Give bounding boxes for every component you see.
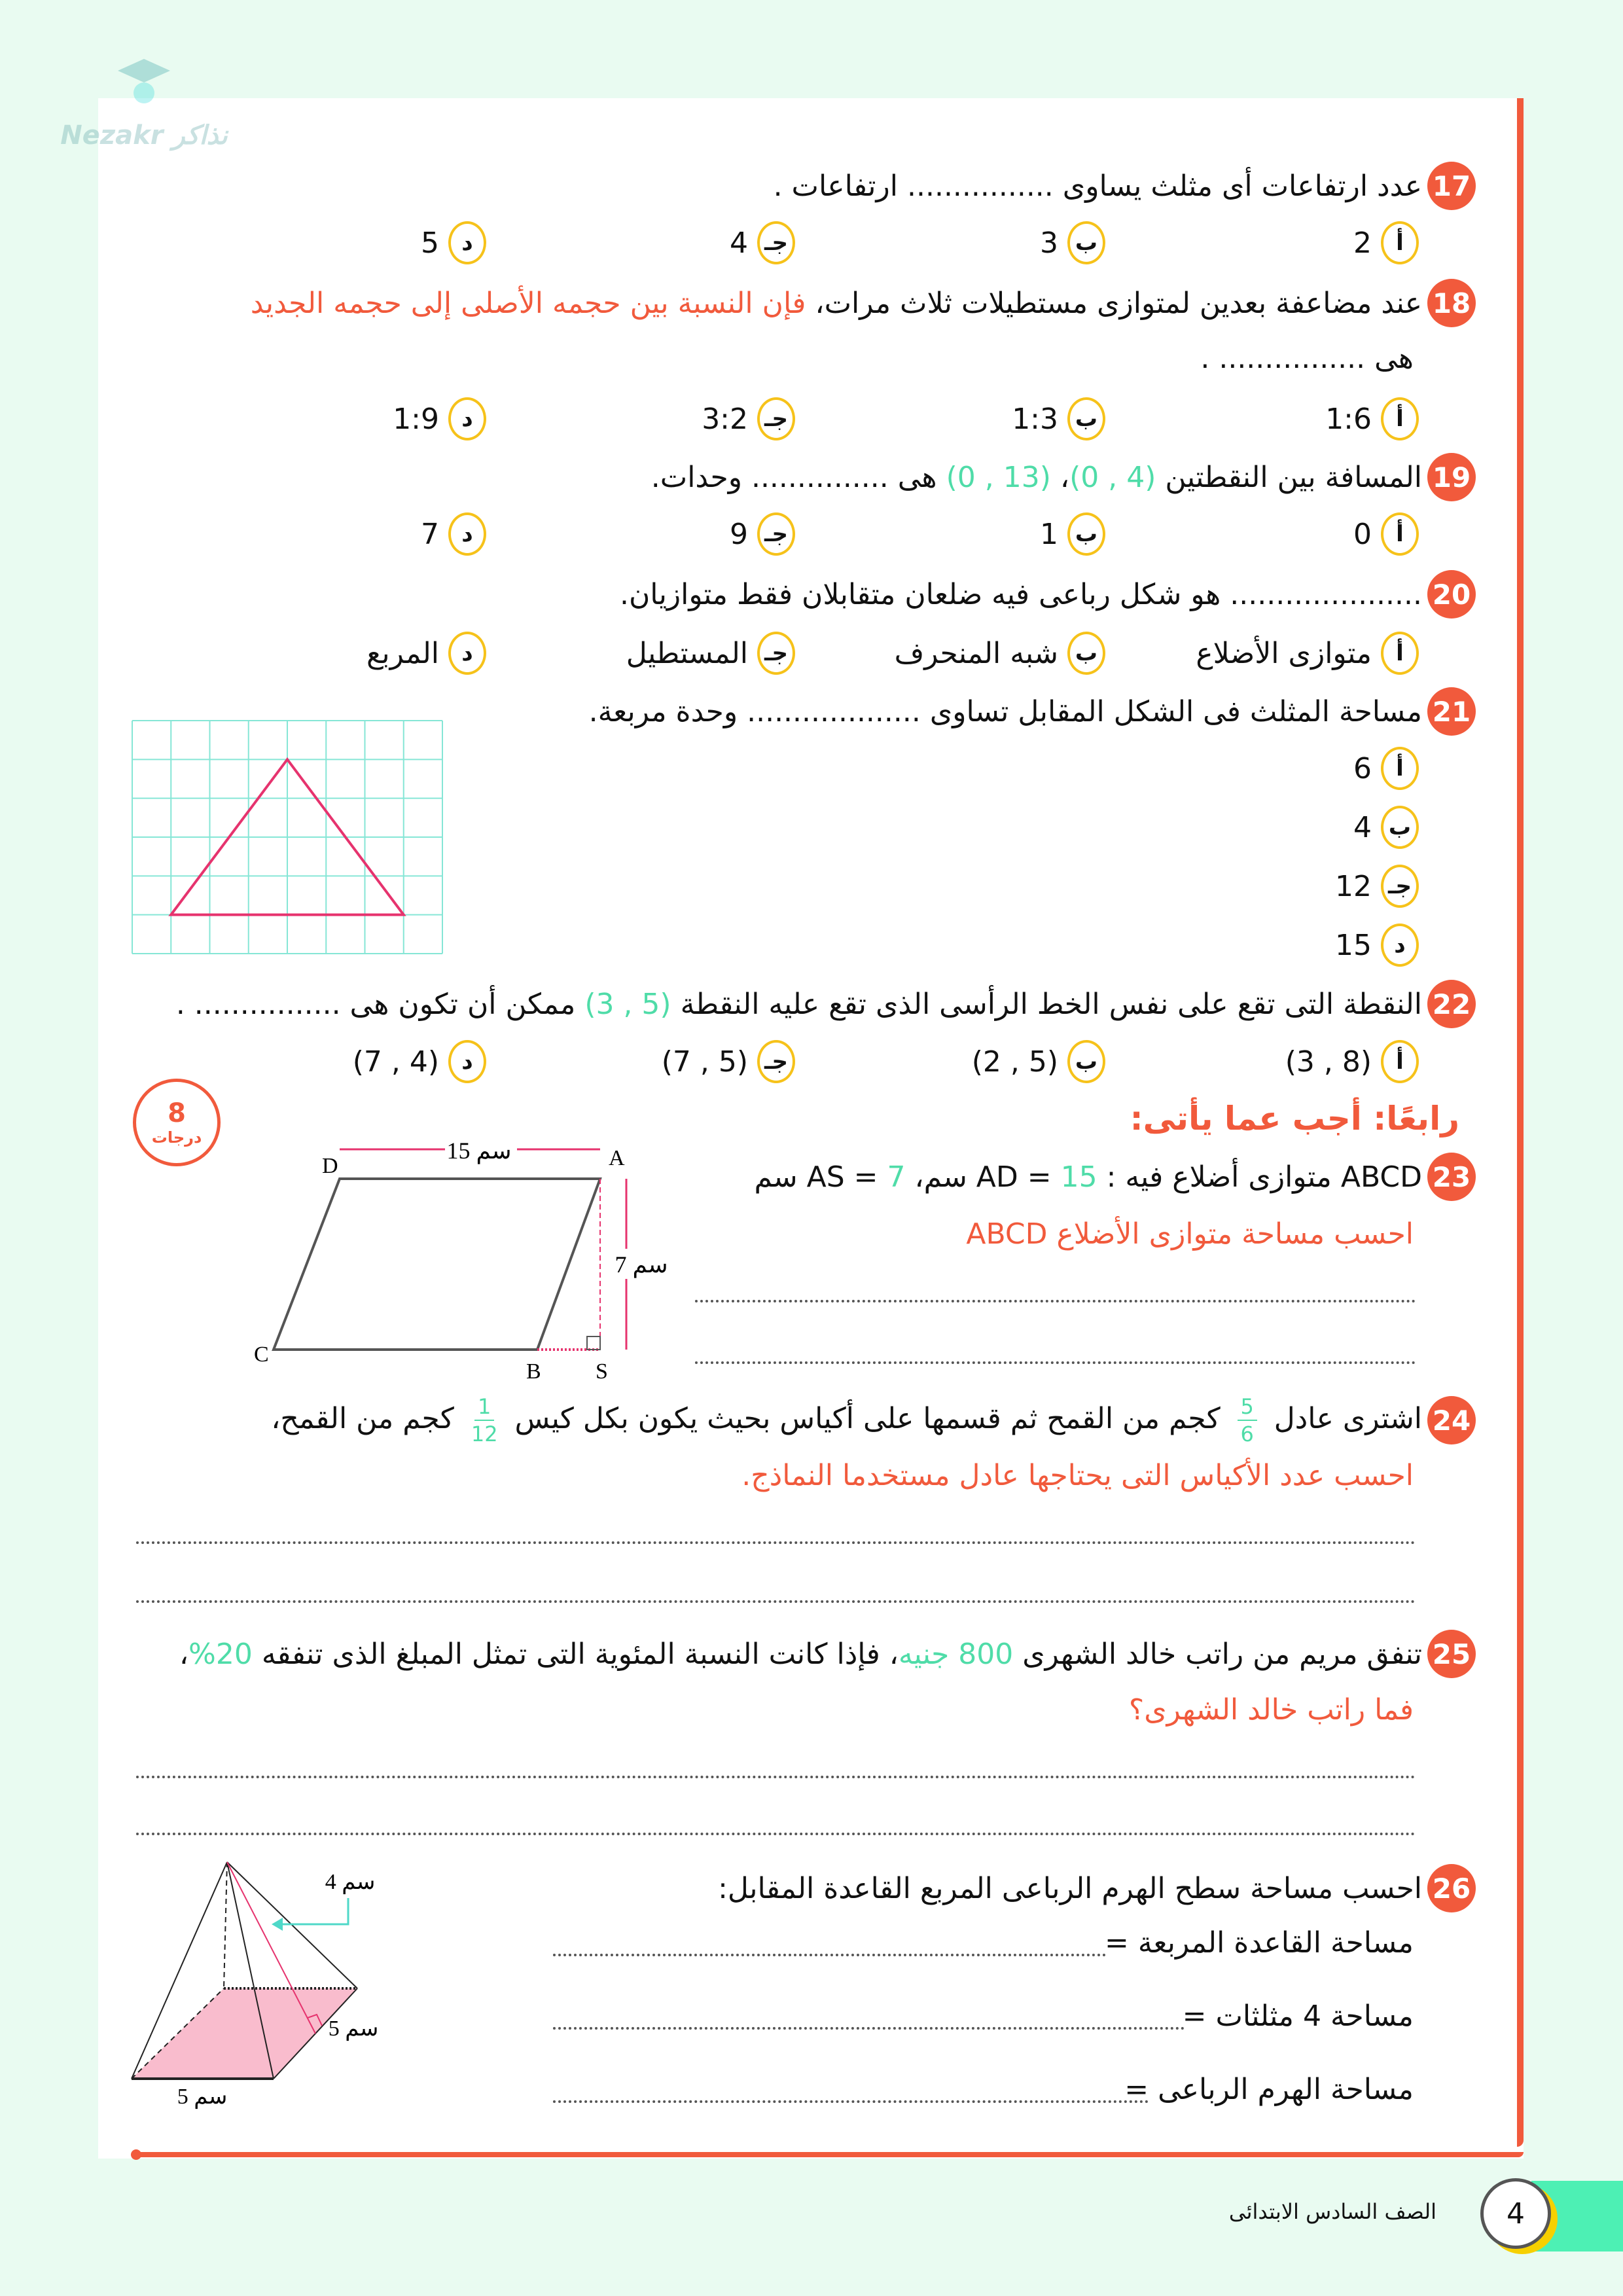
option-د[interactable] [421, 221, 486, 264]
option-letter-circle[interactable]: أ [1381, 632, 1419, 675]
arrow-icon [278, 1898, 348, 1924]
question-24 [271, 1396, 1476, 1444]
option-text[interactable]: 0 [1353, 517, 1372, 551]
fraction-bar [474, 1420, 494, 1421]
question-text-segment: 20% [188, 1637, 253, 1671]
question-text-segment: ، [1050, 460, 1070, 494]
label-top-length: 15 سم [446, 1139, 512, 1164]
question-number-badge: 25 [1427, 1630, 1476, 1678]
question-text [176, 988, 1422, 1021]
question-text [718, 1872, 1422, 1905]
question-text [179, 1638, 1422, 1671]
option-جـ[interactable] [702, 397, 795, 440]
option-جـ[interactable] [1335, 865, 1419, 908]
question-text-segment: النقطة التى تقع على نفس الخط الرأسى الذى تقع عليه النقطة [671, 987, 1422, 1021]
option-ب[interactable] [1012, 397, 1105, 440]
question-text-segment: ، فإذا كانت النسبة المئوية التى تمثل المبلغ الذى تنفقه [252, 1637, 899, 1671]
option-text[interactable]: 5 [421, 226, 439, 260]
question-text-segment: المسافة بين النقطتين [1156, 460, 1422, 494]
option-جـ[interactable] [730, 221, 795, 264]
vertex-c: C [254, 1342, 269, 1367]
logo-text: Nezakr نذاكر [60, 120, 228, 151]
question-26 [718, 1864, 1476, 1912]
question-text-segment: عدد ارتفاعات أى مثلث يساوى ................ ارتفاعات . [773, 169, 1422, 203]
question-text [251, 287, 1422, 320]
page-border-right [1517, 98, 1524, 2147]
question-number-badge: 19 [1427, 453, 1476, 501]
option-text[interactable]: 7 [421, 517, 439, 551]
label-base: 5 سم [177, 2085, 228, 2109]
border-end-dot [131, 2149, 141, 2160]
option-ب[interactable] [895, 632, 1105, 675]
question-number-badge: 23 [1427, 1153, 1476, 1201]
vertex-d: D [322, 1154, 338, 1178]
option-د[interactable] [353, 1040, 486, 1083]
question-number-badge: 26 [1427, 1864, 1476, 1912]
option-letter-circle[interactable]: د [1381, 924, 1419, 967]
option-letter-circle[interactable]: أ [1381, 747, 1419, 790]
option-letter-circle[interactable]: ب [1067, 512, 1105, 556]
fraction [1238, 1396, 1257, 1444]
option-letter-circle[interactable]: أ [1381, 1040, 1419, 1083]
logo [52, 52, 236, 183]
pyramid-figure [131, 1852, 406, 2127]
option-letter-circle[interactable]: جـ [757, 1040, 795, 1083]
option-letter-circle[interactable]: جـ [757, 221, 795, 264]
option-أ[interactable] [1353, 512, 1419, 556]
answer-line[interactable] [136, 1541, 1416, 1544]
answer-prompt: مساحة القاعدة المربعة = [1105, 1926, 1414, 1960]
option-text[interactable]: 3 [1040, 226, 1058, 260]
answer-line[interactable] [136, 1833, 1416, 1835]
option-د[interactable] [1335, 924, 1419, 967]
option-ب[interactable] [972, 1040, 1105, 1083]
option-letter-circle[interactable]: جـ [757, 512, 795, 556]
option-text[interactable]: (7 , 5) [661, 1045, 748, 1079]
question-text-segment: ممكن أن تكون هى ................ . [175, 987, 585, 1021]
option-letter-circle[interactable]: جـ [1381, 865, 1419, 908]
option-د[interactable] [393, 397, 486, 440]
option-letter-circle[interactable]: د [448, 512, 486, 556]
question-text [620, 578, 1422, 611]
answer-line[interactable] [553, 1954, 1106, 1956]
question-19 [651, 453, 1476, 501]
question-text-segment: كجم من القمح، [271, 1402, 463, 1435]
question-number-badge: 17 [1427, 162, 1476, 210]
fraction-denominator: 12 [471, 1422, 498, 1446]
question-text-segment: كجم من القمح ثم قسمها على أكياس بحيث يكون بكل كيس [505, 1402, 1230, 1435]
option-جـ[interactable] [662, 1040, 795, 1083]
question-text-segment: عند مضاعفة بعدين لمتوازى مستطيلات ثلاث مرات، [806, 286, 1422, 320]
option-letter-circle[interactable]: د [448, 221, 486, 264]
option-letter-circle[interactable]: د [448, 397, 486, 440]
option-letter-circle[interactable]: ب [1067, 632, 1105, 675]
question-text-segment: ، [179, 1637, 189, 1671]
question-text-segment: 15 [1060, 1160, 1097, 1194]
fraction-numerator: 5 [1240, 1394, 1254, 1419]
option-text[interactable]: متوازى الأضلاع [1196, 636, 1372, 670]
question-22 [176, 980, 1476, 1028]
option-letter-circle[interactable]: ب [1381, 806, 1419, 849]
question-text [774, 170, 1422, 203]
answer-line[interactable] [695, 1361, 1416, 1364]
question-text-segment: اشترى عادل [1264, 1402, 1422, 1435]
option-text[interactable]: 6 [1353, 751, 1372, 785]
option-letter-circle[interactable]: د [448, 1040, 486, 1083]
option-text[interactable]: 9 [730, 517, 748, 551]
section-heading: رابعًا: أجب عما يأتى: [1130, 1100, 1459, 1138]
question-25 [179, 1630, 1476, 1678]
option-letter-circle[interactable]: أ [1381, 221, 1419, 264]
option-text[interactable]: شبه المنحرف [894, 636, 1058, 670]
question-number-badge: 22 [1427, 980, 1476, 1028]
problem-instruction: احسب عدد الأكياس التى يحتاجها عادل مستخدما النماذج. [741, 1459, 1414, 1492]
question-text-segment: 7 [887, 1160, 906, 1194]
label-slant: 4 سم [325, 1870, 376, 1894]
fraction-denominator: 6 [1240, 1422, 1254, 1446]
option-أ[interactable] [1325, 397, 1419, 440]
right-angle-mark [587, 1336, 600, 1350]
question-number-badge: 18 [1427, 279, 1476, 327]
option-text[interactable]: 1:6 [1325, 402, 1372, 436]
answer-line[interactable] [553, 2027, 1185, 2030]
option-ب[interactable] [1353, 806, 1419, 849]
question-20 [620, 570, 1476, 619]
parallelogram-figure [249, 1139, 707, 1388]
fraction-numerator: 1 [478, 1394, 491, 1419]
page-number [1480, 2178, 1551, 2249]
option-text[interactable]: (7 , 4) [352, 1045, 439, 1079]
fraction [471, 1396, 498, 1444]
option-text[interactable]: 4 [1353, 810, 1372, 844]
option-text[interactable]: 1:3 [1012, 402, 1058, 436]
option-text[interactable]: 12 [1335, 869, 1372, 903]
option-أ[interactable] [1353, 747, 1419, 790]
answer-line[interactable] [553, 2100, 1149, 2103]
question-text-segment: (3 , 5) [584, 987, 671, 1021]
option-text[interactable]: (3 , 8) [1285, 1045, 1372, 1079]
option-جـ[interactable] [626, 632, 795, 675]
option-أ[interactable] [1353, 221, 1419, 264]
option-letter-circle[interactable]: د [448, 632, 486, 675]
answer-line[interactable] [136, 1600, 1416, 1603]
option-د[interactable] [366, 632, 486, 675]
question-number-badge: 24 [1427, 1396, 1476, 1444]
question-text-segment: ABCD متوازى أضلاع فيه : AD = [976, 1160, 1422, 1194]
grade-label: الصف السادس الابتدائى [1228, 2199, 1436, 2224]
option-text[interactable]: 3:2 [702, 402, 748, 436]
question-text-segment: هى ............... وحدات. [651, 460, 946, 494]
graduation-cap-icon [105, 52, 183, 118]
question-text-segment: (0 , 4) [1069, 460, 1156, 494]
answer-line[interactable] [136, 1776, 1416, 1778]
option-text[interactable]: (2 , 5) [971, 1045, 1058, 1079]
option-text[interactable]: 4 [730, 226, 748, 260]
option-letter-circle[interactable]: ب [1067, 1040, 1105, 1083]
question-text-segment: فإن النسبة بين حجمه الأصلى إلى حجمه الجديد [250, 286, 806, 320]
question-text-segment: تنفق مريم من راتب خالد الشهرى [1013, 1637, 1422, 1671]
fraction-bar [1238, 1420, 1257, 1421]
option-أ[interactable] [1196, 632, 1419, 675]
vertex-a: A [609, 1146, 625, 1170]
question-text [754, 1160, 1422, 1194]
question-text [589, 695, 1422, 728]
option-letter-circle[interactable]: ب [1067, 397, 1105, 440]
option-text[interactable]: 1:9 [393, 402, 439, 436]
question-continuation: هى ................ . [1200, 342, 1414, 375]
question-text-segment: ..................... هو شكل رباعى فيه ضلعان متقابلان فقط متوازيان. [619, 577, 1422, 611]
question-17 [774, 162, 1476, 210]
label-height: 7 سم [615, 1251, 668, 1278]
option-letter-circle[interactable]: أ [1381, 397, 1419, 440]
option-text[interactable]: 15 [1335, 928, 1372, 962]
page-border-bottom [137, 2152, 1524, 2157]
problem-instruction: فما راتب خالد الشهرى؟ [1128, 1693, 1414, 1727]
question-text [271, 1396, 1422, 1444]
option-ب[interactable] [1040, 221, 1105, 264]
vertex-b: B [526, 1359, 541, 1384]
question-18 [251, 279, 1476, 327]
option-letter-circle[interactable]: جـ [757, 632, 795, 675]
option-جـ[interactable] [730, 512, 795, 556]
question-text-segment: سم [754, 1160, 807, 1194]
answer-prompt: مساحة 4 مثلثات = [1182, 2000, 1414, 2033]
question-text [651, 461, 1422, 494]
question-text-segment: احسب مساحة سطح الهرم الرباعى المربع القاعدة المقابل: [718, 1871, 1422, 1905]
option-د[interactable] [421, 512, 486, 556]
page-number-text: 4 [1507, 2197, 1525, 2231]
marks-badge [133, 1079, 221, 1166]
question-number-badge: 21 [1427, 687, 1476, 736]
marks-value: 8 [168, 1098, 186, 1128]
answer-prompt: مساحة الهرم الرباعى = [1124, 2073, 1414, 2106]
marks-label: درجات [151, 1128, 202, 1147]
triangle-grid-figure [132, 720, 443, 954]
question-text-segment: (0 , 13) [946, 460, 1051, 494]
parallelogram-shape [274, 1179, 600, 1350]
option-letter-circle[interactable]: أ [1381, 512, 1419, 556]
question-21 [589, 687, 1476, 736]
option-letter-circle[interactable]: ب [1067, 221, 1105, 264]
problem-instruction: احسب مساحة متوازى الأضلاع ABCD [966, 1217, 1414, 1251]
question-text-segment: سم، AS = [806, 1160, 976, 1194]
option-ب[interactable] [1040, 512, 1105, 556]
answer-line[interactable] [695, 1300, 1416, 1302]
question-text-segment: مساحة المثلث فى الشكل المقابل تساوى ................... وحدة مربعة. [588, 694, 1422, 728]
label-side: 5 سم [328, 2017, 379, 2041]
question-number-badge: 20 [1427, 570, 1476, 619]
option-أ[interactable] [1285, 1040, 1419, 1083]
option-text[interactable]: 2 [1353, 226, 1372, 260]
option-letter-circle[interactable]: جـ [757, 397, 795, 440]
option-text[interactable]: 1 [1040, 517, 1058, 551]
option-text[interactable]: المربع [366, 636, 439, 670]
question-text-segment: 800 جنيه [898, 1637, 1014, 1671]
option-text[interactable]: المستطيل [626, 636, 748, 670]
question-23 [754, 1153, 1476, 1201]
vertex-s: S [596, 1359, 608, 1384]
